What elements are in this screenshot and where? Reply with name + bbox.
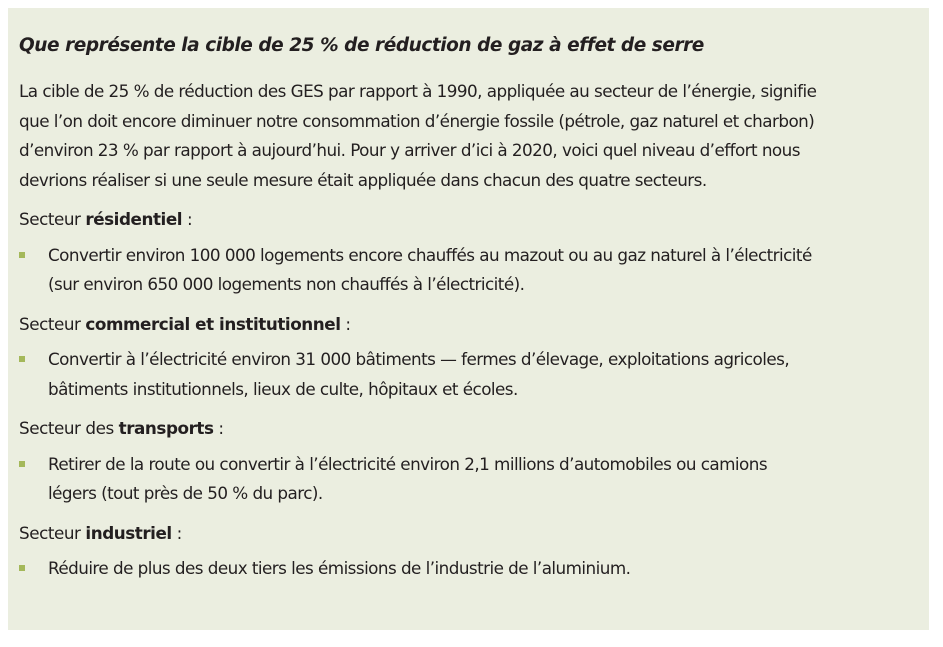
sector-heading bbox=[19, 414, 918, 444]
sector-suffix: : bbox=[171, 522, 182, 543]
intro-line: La cible de 25 % de réduction des GES par rapport à 1990, appliquée au secteur de l’énergie, signifie bbox=[19, 81, 817, 101]
sector-name: commercial et institutionnel bbox=[85, 313, 341, 334]
sector-name: industriel bbox=[85, 522, 172, 543]
sector-suffix: : bbox=[213, 418, 224, 438]
bullet-item bbox=[19, 345, 918, 404]
bullet-line: Convertir environ 100 000 logements encore chauffés au mazout ou au gaz naturel à l’électricité bbox=[48, 244, 812, 265]
bullet-item bbox=[19, 554, 918, 584]
square-bullet-icon bbox=[19, 565, 25, 571]
bullet-item bbox=[19, 241, 918, 300]
intro-line: devrions réaliser si une seule mesure était appliquée dans chacun des quatre secteurs. bbox=[19, 169, 707, 190]
sector-prefix: Secteur bbox=[19, 313, 86, 334]
sector-suffix: : bbox=[182, 209, 193, 229]
sector-name: résidentiel bbox=[85, 209, 183, 229]
intro-line: d’environ 23 % par rapport à aujourd’hui. Pour y arriver d’ici à 2020, voici quel niveau d’effort nous bbox=[19, 140, 800, 160]
square-bullet-icon bbox=[19, 461, 25, 467]
sector-heading bbox=[19, 205, 918, 235]
bullet-item bbox=[19, 450, 918, 509]
square-bullet-icon bbox=[19, 356, 25, 362]
intro-paragraph bbox=[19, 77, 919, 195]
square-bullet-icon bbox=[19, 252, 25, 258]
sector-name: transports bbox=[118, 418, 214, 438]
info-box bbox=[8, 8, 929, 630]
sector-transports bbox=[19, 414, 918, 509]
bullet-line: bâtiments institutionnels, lieux de culte, hôpitaux et écoles. bbox=[48, 378, 518, 399]
bullet-line: légers (tout près de 50 % du parc). bbox=[48, 483, 323, 503]
sector-commercial bbox=[19, 310, 918, 405]
sector-prefix: Secteur bbox=[19, 209, 86, 229]
bullet-line: Retirer de la route ou convertir à l’électricité environ 2,1 millions d’automobiles ou camions bbox=[48, 453, 768, 474]
sector-prefix: Secteur bbox=[19, 522, 86, 543]
sector-suffix: : bbox=[340, 313, 351, 334]
intro-line: que l’on doit encore diminuer notre consommation d’énergie fossile (pétrole, gaz naturel et charbon) bbox=[19, 110, 815, 131]
sector-heading bbox=[19, 310, 918, 340]
box-title: Que représente la cible de 25 % de réduction de gaz à effet de serre bbox=[19, 35, 704, 56]
sector-industriel bbox=[19, 519, 918, 584]
bullet-line: (sur environ 650 000 logements non chauffés à l’électricité). bbox=[48, 274, 525, 294]
sector-heading bbox=[19, 519, 918, 549]
bullet-line: Convertir à l’électricité environ 31 000 bâtiments — fermes d’élevage, exploitations agricoles, bbox=[48, 349, 790, 369]
sector-residentiel bbox=[19, 205, 918, 300]
bullet-line: Réduire de plus des deux tiers les émissions de l’industrie de l’aluminium. bbox=[48, 558, 631, 578]
sector-prefix: Secteur des bbox=[19, 418, 119, 438]
